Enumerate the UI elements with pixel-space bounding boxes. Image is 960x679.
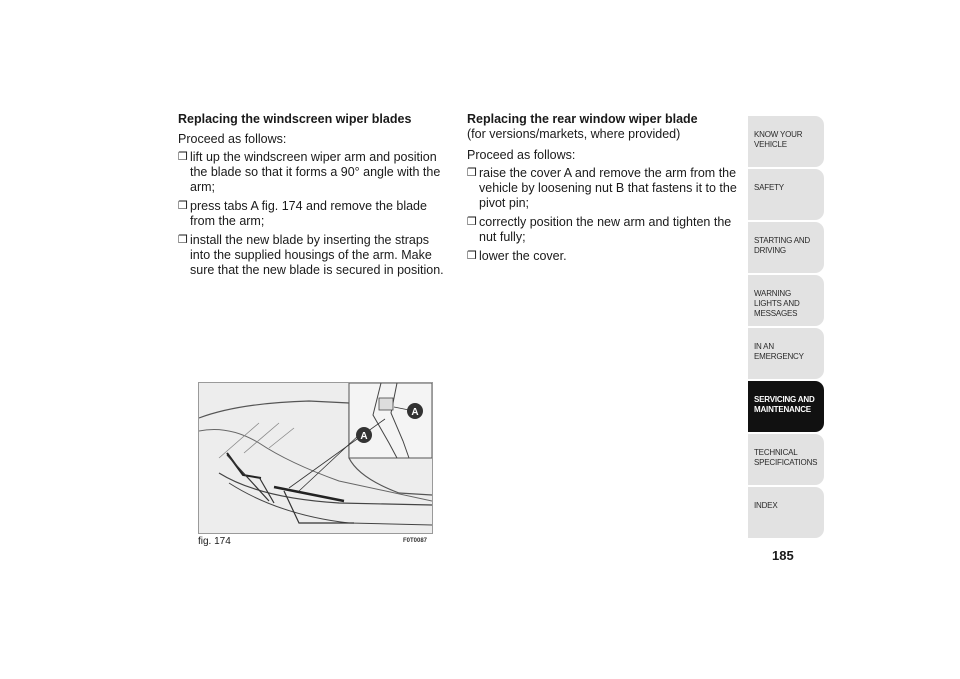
figure-caption: fig. 174 bbox=[198, 536, 231, 547]
tab-label: SERVICING AND MAINTENANCE bbox=[754, 395, 815, 414]
label-a-text: A bbox=[360, 431, 368, 442]
tab-technical-specifications[interactable] bbox=[748, 434, 824, 485]
step-item bbox=[178, 233, 448, 278]
step-item bbox=[178, 199, 448, 229]
tab-safety[interactable] bbox=[748, 169, 824, 220]
figure-code: F0T0087 bbox=[403, 538, 428, 544]
intro-text: Proceed as follows: bbox=[467, 148, 576, 162]
tab-label: KNOW YOUR VEHICLE bbox=[754, 130, 803, 149]
checkbox-bullet-icon: ❒ bbox=[178, 151, 188, 163]
step-text: press tabs A fig. 174 and remove the blade from the arm; bbox=[190, 199, 427, 228]
page-number: 185 bbox=[772, 548, 794, 563]
checkbox-bullet-icon: ❒ bbox=[467, 250, 477, 262]
tab-label: INDEX bbox=[754, 501, 778, 510]
tab-servicing-and-maintenance[interactable] bbox=[748, 381, 824, 432]
tab-warning-lights[interactable] bbox=[748, 275, 824, 326]
intro-text: Proceed as follows: bbox=[178, 132, 287, 146]
tab-know-your-vehicle[interactable] bbox=[748, 116, 824, 167]
left-column bbox=[178, 112, 448, 282]
chapter-tabs bbox=[748, 116, 824, 540]
step-item bbox=[467, 166, 742, 211]
step-text: lift up the windscreen wiper arm and position the blade so that it forms a 90° angle with the arm; bbox=[190, 150, 441, 194]
section-title-windscreen: Replacing the windscreen wiper blades bbox=[178, 112, 412, 126]
tab-in-an-emergency[interactable] bbox=[748, 328, 824, 379]
wiper-drawing bbox=[199, 383, 432, 533]
step-text: raise the cover A and remove the arm from the vehicle by loosening nut B that fastens it to the pivot pin; bbox=[479, 166, 737, 210]
tab-index[interactable] bbox=[748, 487, 824, 538]
checkbox-bullet-icon: ❒ bbox=[178, 200, 188, 212]
step-item bbox=[467, 249, 742, 264]
checkbox-bullet-icon: ❒ bbox=[178, 234, 188, 246]
tab-label: SAFETY bbox=[754, 183, 784, 192]
checkbox-bullet-icon: ❒ bbox=[467, 216, 477, 228]
step-text: lower the cover. bbox=[479, 249, 567, 263]
right-column bbox=[467, 112, 742, 268]
tab-label: TECHNICAL SPECIFICATIONS bbox=[754, 448, 818, 467]
section-title-rear-wiper: Replacing the rear window wiper blade bbox=[467, 112, 698, 126]
step-text: correctly position the new arm and tighten the nut fully; bbox=[479, 215, 732, 244]
tab-label: WARNING LIGHTS AND MESSAGES bbox=[754, 289, 800, 318]
step-item bbox=[178, 150, 448, 195]
step-text: install the new blade by inserting the straps into the supplied housings of the arm. Make sure that the new blade is secured in position. bbox=[190, 233, 444, 277]
tab-label: IN AN EMERGENCY bbox=[754, 342, 804, 361]
label-a-text: A bbox=[411, 407, 419, 418]
tab-starting-and-driving[interactable] bbox=[748, 222, 824, 273]
tab-label: STARTING AND DRIVING bbox=[754, 236, 810, 255]
checkbox-bullet-icon: ❒ bbox=[467, 167, 477, 179]
wiper-illustration bbox=[198, 382, 433, 534]
section-subtitle: (for versions/markets, where provided) bbox=[467, 127, 681, 141]
step-item bbox=[467, 215, 742, 245]
